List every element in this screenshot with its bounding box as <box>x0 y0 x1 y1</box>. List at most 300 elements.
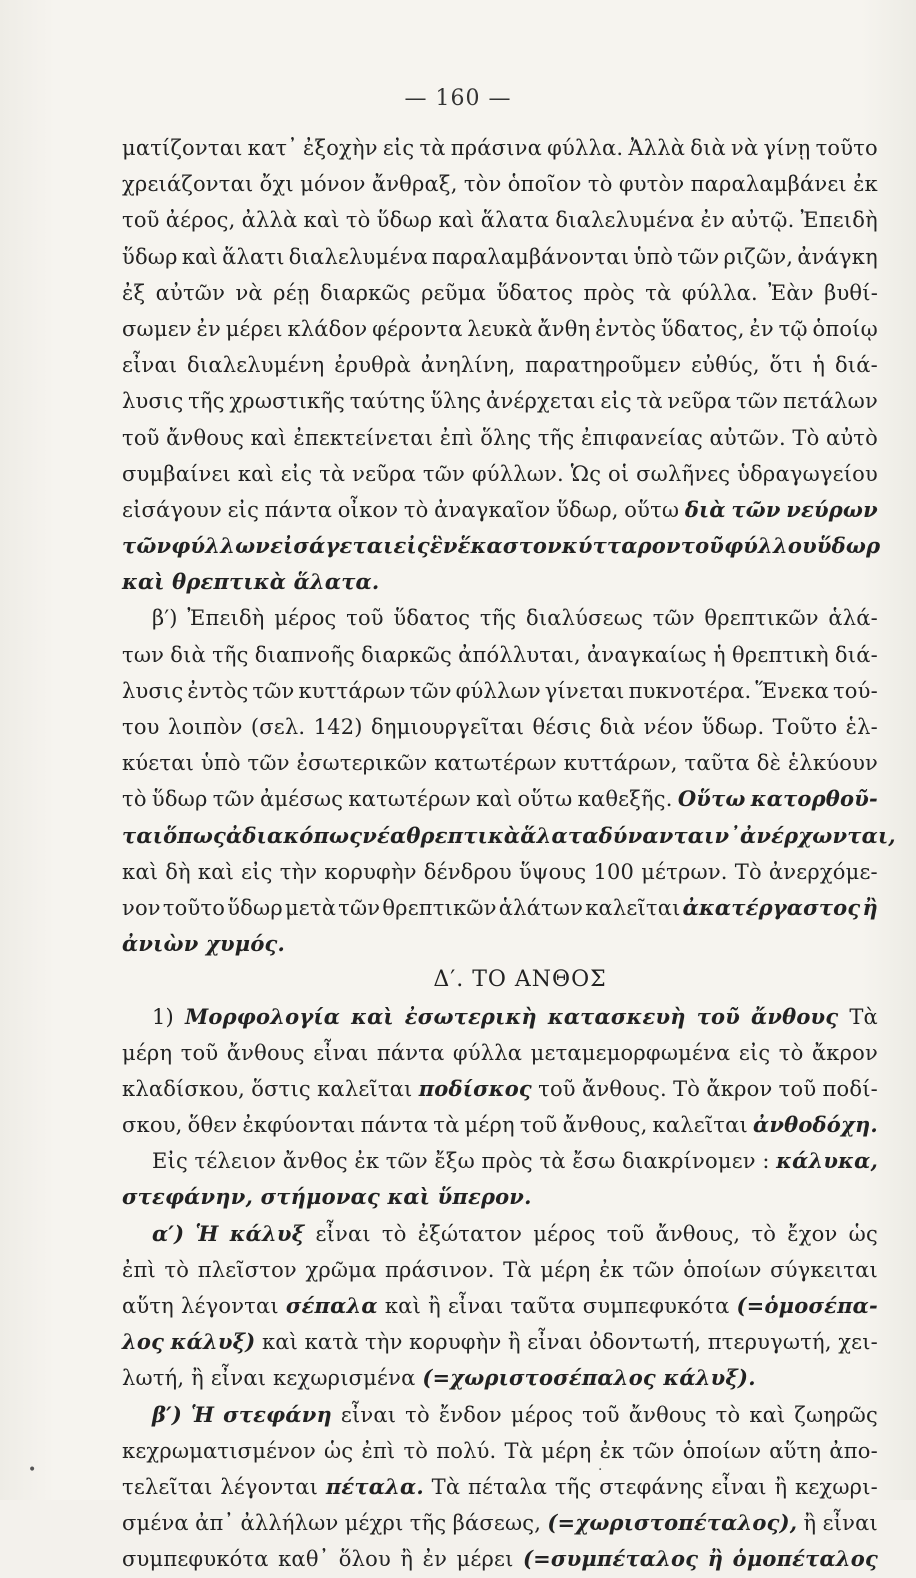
text-run: ἡ <box>713 642 726 667</box>
text-run: τὸ <box>345 208 371 233</box>
text-line <box>122 1541 878 1577</box>
emphasized-text: ἀνιὼν χυμός. <box>122 931 286 957</box>
text-run: εἰς <box>382 136 415 160</box>
text-run: ἐπὶ <box>439 425 474 450</box>
text-run: ἑλκύουν <box>787 751 878 776</box>
text-run: τοῦ <box>538 1076 576 1101</box>
text-run: ἀπ᾽ <box>195 1511 235 1536</box>
text-run: μετὰ <box>284 895 337 920</box>
text-run: ἀπόλλυται, <box>458 642 581 667</box>
text-run: ἑλ- <box>845 715 878 739</box>
text-run: εἶναι <box>822 1511 878 1536</box>
text-run: κλάδον <box>287 316 368 341</box>
text-line <box>122 1071 878 1107</box>
text-run: ὕλης <box>430 389 482 414</box>
text-run: τῆς <box>479 606 517 631</box>
text-run: ἀέρος, <box>165 208 236 233</box>
text-run: καὶ <box>438 208 475 233</box>
text-run: θρεπτικῶν <box>704 606 819 631</box>
text-run: τὸ <box>403 1438 429 1463</box>
text-run: ἐν <box>700 208 725 233</box>
text-run: τοῦ <box>519 1113 558 1138</box>
emphasized-text: (=χωριστοσέπαλος κάλυξ). <box>422 1365 756 1391</box>
text-run: τὸ <box>403 497 429 522</box>
text-run: ἢ <box>428 1294 441 1318</box>
emphasized-text: τοῦ <box>680 533 725 559</box>
text-run: διαρκῶς <box>361 642 452 667</box>
text-run: τῶν <box>632 1257 675 1282</box>
text-run: μέρη <box>122 1040 173 1065</box>
print-speck: · <box>598 1462 603 1478</box>
text-run: ὕδατος <box>393 606 471 631</box>
text-run: διαρκῶς <box>319 280 411 305</box>
emphasized-text: κύτταρον <box>561 533 681 559</box>
text-run: Τὸ <box>734 859 762 884</box>
text-run: τῶν <box>212 787 255 812</box>
text-run: φύλλα <box>452 1040 523 1065</box>
text-line <box>122 999 878 1035</box>
text-run: φύλλα. <box>547 136 624 160</box>
emphasized-text: νεύρων <box>786 496 878 522</box>
text-run: εἰς <box>241 859 273 884</box>
text-run: νὰ <box>235 280 263 305</box>
text-run: ἀμέσως <box>260 787 344 812</box>
text-run: καὶ <box>181 244 218 269</box>
text-run: ἐξώτατον <box>417 1221 523 1246</box>
text-run: Τὸ <box>792 425 820 450</box>
page-number: — 160 — <box>404 86 512 111</box>
text-run: ἔνδον <box>438 1402 502 1427</box>
text-line <box>122 781 878 817</box>
text-run: πάντα <box>360 1113 429 1138</box>
text-run: κλαδίσκου, <box>122 1076 246 1101</box>
text-run: ἀνέρχεται <box>486 389 596 414</box>
text-run: τὰ <box>539 1149 566 1174</box>
text-run: διὰ <box>690 136 726 160</box>
text-run: ἔσω <box>572 1149 616 1174</box>
text-run: 100 <box>593 859 635 884</box>
text-run: : <box>762 1149 770 1174</box>
text-line <box>122 492 878 528</box>
emphasized-text: ἀνέρχωνται, <box>740 822 896 848</box>
text-run: καλεῖται <box>317 1076 413 1101</box>
emphasized-text: ν᾽ <box>714 822 741 848</box>
text-run: κατωτέρων <box>348 787 471 812</box>
emphasized-text: ἕκαστον <box>457 533 562 559</box>
text-run: εἶναι <box>711 1474 767 1499</box>
text-run: ἢ <box>507 1330 521 1355</box>
text-run: ὑπὸ <box>200 751 241 776</box>
text-run: ὅθεν <box>187 1113 238 1138</box>
text-run: κορυφὴν <box>324 859 417 884</box>
text-run: σύγκειται <box>770 1257 878 1282</box>
text-run: πολύ. <box>436 1438 497 1463</box>
text-run: πράσινα <box>450 136 542 160</box>
text-run: ὕδωρ <box>227 895 283 920</box>
text-run: τὸ <box>778 1040 804 1065</box>
text-run: ρεῦμα <box>421 280 486 305</box>
text-run: λευκὰ <box>467 316 533 341</box>
text-run: κεχρωματισμένον <box>122 1438 316 1463</box>
text-run: διὰ <box>599 715 636 739</box>
text-run: μέρει <box>225 316 283 341</box>
text-run: ἐντὸς <box>187 678 249 703</box>
emphasized-text: ποδίσκος <box>418 1075 532 1101</box>
emphasized-text: ἢ <box>862 894 878 920</box>
text-run: καὶ <box>749 1402 786 1427</box>
emphasized-text: σέπαλα <box>285 1293 378 1318</box>
text-run: τού- <box>832 678 878 703</box>
text-run: τὰ <box>433 1113 460 1138</box>
text-run: ἐκ <box>853 172 878 197</box>
text-run: ἀλλὰ <box>241 208 298 233</box>
text-run: ἐκ <box>354 1149 380 1174</box>
text-run: ὀδοντωτή, <box>589 1330 702 1355</box>
emphasized-text: νέα <box>362 822 407 848</box>
text-run: τῆς <box>537 425 575 450</box>
text-run: τοῦ <box>778 1076 817 1101</box>
text-run: ἐκ <box>599 1257 624 1282</box>
text-run: καὶ <box>261 1330 299 1355</box>
text-run: εἰσάγουν <box>122 497 222 522</box>
text-line <box>122 890 878 926</box>
text-run: τῆς <box>212 642 249 667</box>
text-line <box>122 202 878 238</box>
emphasized-text: κάλυξ <box>229 1220 305 1246</box>
text-run: ὕδωρ <box>151 787 208 812</box>
text-run: ὅτι <box>769 353 803 378</box>
text-run: Τοῦτο <box>772 715 838 739</box>
text-run: ἔξω <box>434 1149 475 1174</box>
text-run: πράσινον. <box>385 1257 495 1282</box>
text-run: λυσις <box>122 678 184 703</box>
emphasized-text: εἰς <box>393 533 430 559</box>
text-run: ἀναγκαίως <box>586 642 707 667</box>
text-run: λοιπὸν <box>167 715 243 739</box>
text-run: τὸ <box>122 787 147 812</box>
text-line <box>122 130 878 166</box>
text-run: καλεῖται <box>585 895 681 920</box>
text-run: σωλῆνες <box>636 461 731 486</box>
text-run: β′) <box>152 606 178 631</box>
text-run: καὶ <box>476 787 513 812</box>
text-run: Ἕνεκα <box>755 678 830 703</box>
text-run: καθεξῆς. <box>577 787 673 812</box>
text-run: πάντα <box>376 1040 445 1065</box>
text-run: ἢ <box>400 1547 414 1572</box>
text-line <box>122 311 878 347</box>
text-run: σκου, <box>122 1113 183 1138</box>
text-run: εἶναι <box>122 353 178 378</box>
text-run: Ἐπειδὴ <box>800 208 878 233</box>
text-run: οὕτω <box>517 787 573 812</box>
text-run: ἀπο- <box>829 1438 878 1463</box>
text-run: του <box>122 715 160 739</box>
text-run: τοῦ <box>582 1402 620 1427</box>
text-run: σωμεν <box>122 316 192 341</box>
text-run: λέγονται <box>181 1294 279 1318</box>
text-line <box>122 528 881 564</box>
text-run: δὲ <box>756 751 782 776</box>
text-run: μέρη <box>540 1257 591 1282</box>
text-run: διακρίνομεν <box>622 1149 756 1174</box>
text-run: σμένα <box>122 1511 189 1536</box>
text-run: ἄνθους <box>166 425 245 450</box>
text-run: των <box>122 642 165 667</box>
text-run: μέρη <box>541 1438 592 1463</box>
text-run: χρῶμα <box>305 1257 377 1282</box>
text-run: πρὸς <box>583 280 635 305</box>
text-run: λέγονται <box>220 1474 319 1499</box>
text-run: τοῦτο <box>162 895 226 920</box>
print-speck: • <box>28 1462 37 1478</box>
emphasized-text: δύνανται <box>598 822 715 848</box>
text-run: τοῦ <box>346 606 384 631</box>
text-run: ὡς <box>848 1221 878 1246</box>
text-line <box>122 564 878 600</box>
text-run: συμπεφυκότα <box>582 1294 730 1318</box>
text-run: τὰ <box>419 136 446 160</box>
text-run: αὐτῶν. <box>709 425 786 450</box>
text-run: λωτή, ἢ εἶναι κεχωρισμένα <box>122 1366 423 1391</box>
text-run: εἰς <box>738 1040 771 1065</box>
text-run: τὸ <box>751 1221 777 1246</box>
text-run: τῶν <box>422 461 466 486</box>
text-line <box>122 1360 878 1396</box>
text-run: εἶναι <box>340 1402 397 1427</box>
text-run: οἶκον <box>337 497 399 522</box>
text-line <box>122 745 878 781</box>
text-run: ἐξοχὴν <box>302 136 378 160</box>
text-run: ἄνθους, <box>655 1221 741 1246</box>
text-run: τὸν <box>463 172 502 197</box>
text-run: 142) <box>313 715 363 739</box>
text-run: φέροντα <box>372 316 463 341</box>
text-run: πτερυγωτή, <box>707 1330 832 1355</box>
text-run: διαλελυμένα <box>288 244 428 269</box>
emphasized-text: πέταλα. <box>325 1473 424 1499</box>
section-heading <box>122 962 878 998</box>
text-run: εὐθύς, <box>691 353 760 378</box>
emphasized-text: ὁμοπέταλος <box>732 1546 878 1572</box>
text-run: τοῦ <box>180 1040 219 1065</box>
text-run: αὕτη <box>122 1294 174 1318</box>
text-run: (σελ. <box>250 715 306 739</box>
text-run: καὶ <box>384 1294 421 1318</box>
emphasized-text: ἓν <box>429 533 458 559</box>
text-run: φύλλων <box>455 678 541 703</box>
text-line <box>122 600 878 636</box>
text-run: Ἀλλὰ <box>628 136 686 160</box>
text-run: τῶν <box>409 678 452 703</box>
text-run: αὐτὸ <box>825 425 878 450</box>
text-run: διά- <box>834 642 878 667</box>
emphasized-text: (=ὁμοσέπα- <box>736 1293 878 1318</box>
text-run: ἐκφύονται <box>242 1113 356 1138</box>
text-run: ἄνθραξ, <box>371 172 458 197</box>
text-run: εἶναι <box>527 1330 583 1355</box>
text-run: ὁποίων <box>683 1257 762 1282</box>
text-run: συμβαίνει <box>122 461 231 486</box>
text-run: πλεῖστον <box>197 1257 297 1282</box>
text-run: ἄνθη <box>537 316 591 341</box>
text-run: ἢ <box>803 1511 817 1536</box>
text-run: παρατηροῦμεν <box>525 353 682 378</box>
text-line <box>122 275 878 311</box>
emphasized-text: εἰσάγεται <box>270 533 394 559</box>
text-run: ἐπεκτείνεται <box>293 425 434 450</box>
text-run: Τὰ <box>504 1438 534 1463</box>
text-line <box>122 166 878 202</box>
text-run: παραλαμβάνει <box>690 172 847 197</box>
body-text <box>122 130 896 1578</box>
text-line <box>122 1433 878 1469</box>
emphasized-text: ἅλατα <box>520 822 599 848</box>
text-run: τῆς <box>554 1474 592 1499</box>
emphasized-text: Μορφολογία <box>184 1003 341 1029</box>
text-line <box>122 1252 878 1288</box>
text-run: καὶ <box>197 859 235 884</box>
text-run: ἐρυθρὰ <box>334 353 411 378</box>
text-run: κορυφὴν <box>409 1330 502 1355</box>
text-line <box>122 818 896 854</box>
text-run: φυτὸν <box>618 172 685 197</box>
text-run: τὸ <box>715 1402 741 1427</box>
text-run: ὁποῖον <box>507 172 582 197</box>
text-run: τῶν <box>338 895 381 920</box>
emphasized-text: ἀκατέργαστος <box>682 894 861 920</box>
text-run: ἀνάγκη <box>797 244 878 269</box>
text-run: συμπεφυκότα <box>122 1547 269 1572</box>
text-run: τέλειον <box>194 1149 277 1174</box>
text-run: τῷ <box>778 316 808 341</box>
text-run: θρεπτικῶν <box>382 895 497 920</box>
emphasized-text: ἄνθους <box>751 1003 839 1029</box>
text-run: ἀναγκαῖον <box>434 497 551 522</box>
text-run: διὰ <box>170 642 206 667</box>
text-run: τῆς <box>188 389 225 414</box>
text-run: οἱ <box>608 461 630 486</box>
text-run: μέτρων. <box>641 859 728 884</box>
emphasized-text: κάλυξ) <box>170 1329 256 1355</box>
text-run: τοῦ <box>122 208 160 233</box>
text-run: ὡς <box>324 1438 354 1463</box>
emphasized-text: κατασκευὴ <box>547 1003 686 1029</box>
text-run: ζωηρῶς <box>794 1402 878 1427</box>
text-run: τὸ <box>164 1257 190 1282</box>
emphasized-text: κατορθοῦ- <box>750 786 878 812</box>
text-run: οὕτω <box>624 497 680 522</box>
text-run: νεῦρα <box>667 389 732 414</box>
text-run: τὸ <box>405 1402 430 1427</box>
text-run: τὰ <box>645 280 672 305</box>
text-run: ἐπὶ <box>122 1257 156 1282</box>
text-run: πέταλα <box>467 1474 548 1499</box>
text-line <box>122 420 878 456</box>
text-run: δὴ <box>165 859 191 884</box>
text-run: ὑδραγωγείου <box>737 461 878 486</box>
text-run: εἶναι <box>313 1040 369 1065</box>
emphasized-text: τῶν <box>122 533 172 559</box>
emphasized-text: τοῦ <box>696 1003 741 1029</box>
emphasized-text: στεφάνη <box>223 1401 332 1427</box>
text-run: δημιουργεῖται <box>370 715 525 739</box>
text-run: ἐντὸς <box>595 316 657 341</box>
text-line <box>122 456 878 492</box>
text-run: καλεῖται <box>652 1113 748 1138</box>
text-run: ὕδωρ, <box>556 497 619 522</box>
emphasized-text: ἀδιακόπως <box>226 822 363 848</box>
text-run: θέσις <box>532 715 592 739</box>
text-run: ἅλατα <box>480 208 550 233</box>
text-run: κύεται <box>122 751 195 776</box>
text-run: τὸ <box>381 1221 407 1246</box>
emphasized-text: καὶ θρεπτικὰ ἅλατα. <box>122 569 380 595</box>
text-run: τῶν <box>252 678 295 703</box>
emphasized-text: στεφάνην, στήμονας καὶ ὕπερον. <box>122 1184 532 1210</box>
text-run: τῶν <box>247 751 290 776</box>
text-run: κατ᾽ <box>247 136 298 160</box>
text-run: ἔχον <box>787 1221 838 1246</box>
text-run: γίνεται <box>544 678 625 703</box>
text-run: ἐν <box>422 1547 448 1572</box>
emphasized-text: ἢ <box>707 1546 724 1572</box>
text-run: χει- <box>838 1330 878 1355</box>
text-run: γίνῃ <box>763 136 811 160</box>
emphasized-text: φύλλων <box>171 533 271 559</box>
text-run: Εἰς <box>152 1149 188 1174</box>
text-run: Ὡς <box>570 461 602 486</box>
text-run: ὑπὸ <box>633 244 674 269</box>
text-run: ποδί- <box>822 1076 878 1101</box>
text-run: μέρος <box>533 1221 596 1246</box>
text-run: ἄνθους <box>628 1402 707 1427</box>
emphasized-text: λος <box>122 1329 165 1355</box>
text-run: ὅστις <box>251 1076 311 1101</box>
text-run: τὰ <box>636 389 663 414</box>
emphasized-text: ἀνθοδόχη. <box>752 1112 878 1138</box>
text-run: βυθί- <box>824 280 878 305</box>
text-line <box>122 1216 878 1252</box>
text-run: 1) <box>152 1004 174 1029</box>
text-run: ἀνερχόμε- <box>768 859 878 884</box>
text-run: στεφάνης <box>599 1474 704 1499</box>
emphasized-text: α′) <box>152 1220 185 1246</box>
text-run: ὄχι <box>259 172 294 197</box>
text-run: ἀλλήλων <box>240 1511 339 1536</box>
text-run: ἅλατι <box>222 244 285 269</box>
emphasized-text: ται <box>122 822 164 848</box>
text-run: πάντα <box>264 497 333 522</box>
text-line <box>122 383 878 419</box>
text-run: τὸ <box>587 172 613 197</box>
text-run: κατωτέρων <box>434 751 557 776</box>
text-run: μόνον <box>300 172 366 197</box>
text-run: μέχρι <box>344 1511 404 1536</box>
text-run: ὕδατος <box>496 280 574 305</box>
text-run: τὰ <box>319 461 346 486</box>
text-line <box>122 926 878 962</box>
text-run: μεταμεμορφωμένα <box>530 1040 731 1065</box>
text-run: Τὰ <box>849 1004 878 1029</box>
text-run: ἄνθους. <box>582 1076 667 1101</box>
text-run: κυττάρων, <box>563 751 678 776</box>
text-run: διαλελυμένη <box>187 353 325 378</box>
text-run: ἐν <box>196 316 221 341</box>
text-run: τῆς <box>409 1511 447 1536</box>
emphasized-text: β′) <box>152 1401 183 1427</box>
text-line <box>122 637 878 673</box>
